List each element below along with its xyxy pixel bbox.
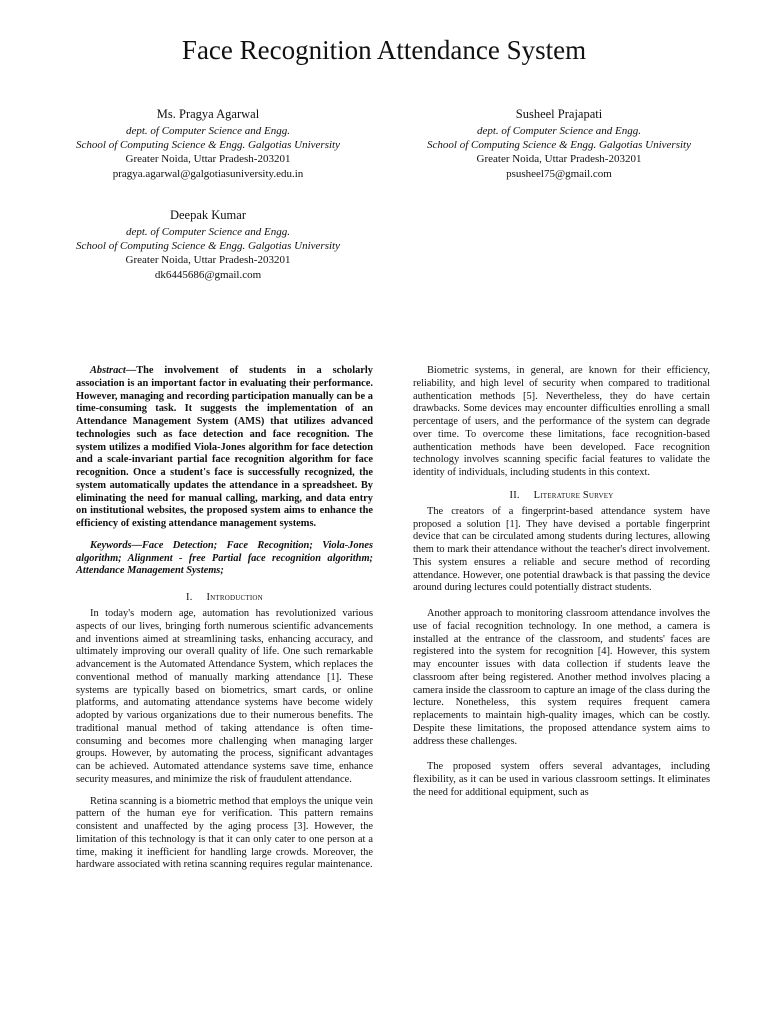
author-block-1: [68, 106, 348, 181]
abstract: [76, 365, 373, 531]
section-title: Introduction: [206, 592, 263, 603]
section-heading-introduction: [76, 591, 373, 604]
paragraph: The creators of a fingerprint-based attendance system have proposed a solution [1]. They have devised a portable fingerprint device that can be circulated among students during lectures, allowing them to mark their attendance without the teacher's direct involvement. This system ensures a reliable and secure method of recording attendance. However, one potential drawback is that passing the device around during lectures could potentially distract students.: [413, 505, 710, 594]
paragraph: Another approach to monitoring classroom attendance involves the use of facial recognition technology. In one method, a camera is installed at the entrance of the classroom, and students' faces are registered into the system for recognition [4]. However, this system may encounter issues with data collection if students leave the classroom after being registered. Another method involves placing a camera inside the classroom to capture an image of the class during the lecture. Nonetheless, this system requires frequent camera replacements to maintain high-quality images, which can be costly. Despite these limitations, the proposed attendance system aims to address these challenges.: [413, 608, 710, 747]
author-name: Susheel Prajapati: [515, 107, 603, 121]
paragraph: In today's modern age, automation has revolutionized various aspects of our lives, bringing forth numerous scientific advancements and inventions aimed at streamlining tasks, enhancing accuracy, and ultimately improving our overall quality of life. One such remarkable advancement is the Automated Attendance System, which replaces the conventional method of manually marking attendance [1]. These systems are typically based on biometrics, smart cards, or online platforms, and automating attendance systems have become widely adopted by various organizations due to their numerous benefits. The traditional manual method of taking attendance is often time-consuming and becomes more challenging when managing larger groups. However, by automating the process, significant advantages can be achieved. Automated attendance systems save time, enhance security measures, and minimize the risk of fraudulent attendance.: [76, 608, 373, 785]
section-number: I.: [186, 592, 193, 603]
author-dept: dept. of Computer Science and Engg.: [125, 125, 291, 137]
author-location: Greater Noida, Uttar Pradesh-203201: [125, 153, 291, 166]
abstract-lead: Abstract: [90, 365, 126, 376]
author-email: pragya.agarwal@galgotiasuniversity.edu.in: [112, 167, 304, 180]
author-school: School of Computing Science & Engg. Galgotias University: [76, 240, 340, 253]
author-dept: dept. of Computer Science and Engg.: [476, 125, 642, 137]
author-block-3: [68, 207, 348, 282]
keywords: [76, 540, 373, 578]
left-column: [76, 365, 373, 881]
author-location: Greater Noida, Uttar Pradesh-203201: [476, 153, 642, 166]
paragraph: The proposed system offers several advantages, including flexibility, as it can be used in various classroom settings. It eliminates the need for additional equipment, such as: [413, 761, 710, 798]
keywords-text: —Face Detection; Face Recognition; Viola-Jones algorithm; Alignment - free Partial face recognition algorithm; Attendance Management Systems;: [76, 539, 373, 577]
paper-title: Face Recognition Attendance System: [181, 35, 587, 65]
author-email: psusheel75@gmail.com: [506, 167, 612, 180]
paragraph: Retina scanning is a biometric method that employs the unique vein pattern of the human eye for verification. This pattern remains consistent and unaffected by the aging process [3]. However, the limitation of this technology is that it can only cater to one person at a time, making it inefficient for handling large crowds. Moreover, the hardware associated with retina scanning requires regular maintenance.: [76, 795, 373, 871]
author-email: dk6445686@gmail.com: [154, 268, 262, 281]
section-title: Literature Survey: [533, 489, 614, 501]
paragraph: Biometric systems, in general, are known for their efficiency, reliability, and high level of security when compared to traditional authentication methods [5]. Nevertheless, they do have certain drawbacks. Some devices may encounter difficulties enrolling a small percentage of users, and the performance of the system can degrade over time. To overcome these limitations, face recognition-based authentication methods have been developed. Face recognition technology involves scanning specific facial features to validate the identity of individuals, including students in this context.: [413, 365, 710, 478]
author-name: Deepak Kumar: [169, 208, 246, 222]
author-dept: dept. of Computer Science and Engg.: [125, 226, 291, 238]
author-block-2: [419, 106, 699, 181]
section-heading-literature-survey: [413, 489, 710, 502]
author-school: School of Computing Science & Engg. Galgotias University: [76, 139, 340, 152]
author-location: Greater Noida, Uttar Pradesh-203201: [125, 254, 291, 267]
abstract-text: —The involvement of students in a scholarly association is an important factor in evaluating their performance. However, managing and recording participation manually can be a time-consuming task. It suggests the implementation of an Attendance Management System (AMS) that utilizes advanced technologies such as face detection and face recognition. The system utilizes a modified Viola-Jones algorithm for face detection and a scale-invariant partial face recognition algorithm for face recognition. Once a student's face is successfully recognized, the system automatically updates the attendance in a spreadsheet. By eliminating the need for manual calling, marking, and data entry on institutional websites, the proposed system aims to enhance the efficiency of existing attendance management systems.: [76, 365, 373, 529]
right-column: [413, 365, 710, 809]
author-name: Ms. Pragya Agarwal: [156, 107, 260, 121]
section-number: II.: [509, 489, 520, 501]
author-school: School of Computing Science & Engg. Galgotias University: [427, 139, 691, 152]
keywords-lead: Keywords: [90, 539, 132, 551]
